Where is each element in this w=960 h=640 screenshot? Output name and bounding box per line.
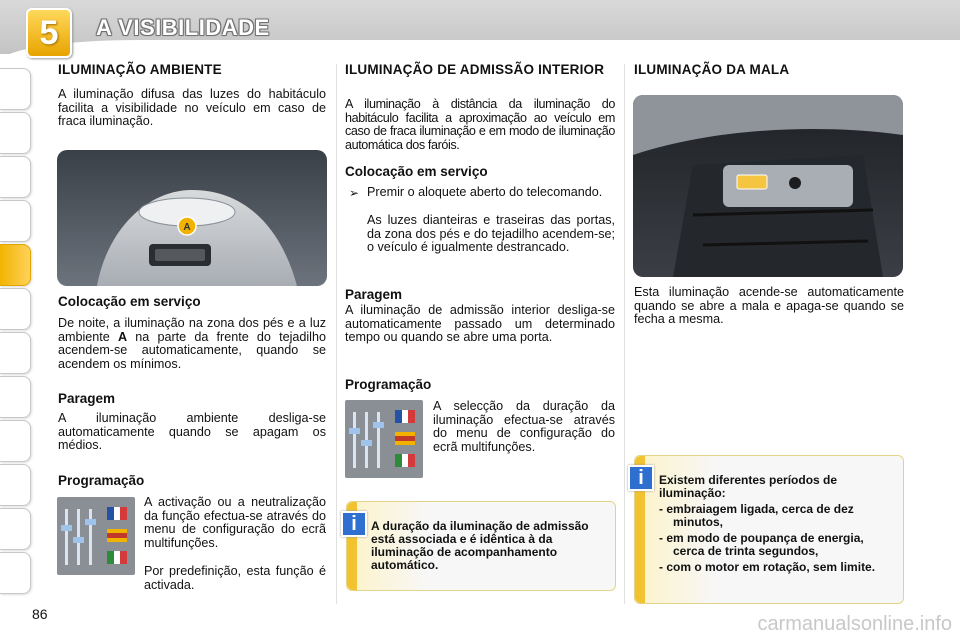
lighting-periods-list (659, 503, 897, 574)
column-divider-1 (336, 64, 337, 604)
col3-info-title: Existem diferentes períodos de iluminação: (659, 473, 838, 500)
ambient-light-photo (57, 150, 327, 286)
trunk-light-photo (633, 95, 903, 277)
chapter-tab-1[interactable] (0, 68, 31, 110)
settings-sliders-icon-2 (345, 400, 423, 478)
col3-text: Esta iluminação acende-se automaticamente quando se abre a mala e apaga-se quando se fecha a mesma. (634, 285, 904, 327)
col1-sec2-text: A iluminação ambiente desliga-se automaticamente quando se apagam os médios. (58, 411, 326, 453)
chapter-tab-7[interactable] (0, 332, 31, 374)
list-item: - em modo de poupança de energia, cerca de trinta segundos, (659, 532, 897, 558)
header-curve (0, 40, 960, 62)
col3-info-content (659, 474, 897, 574)
list-item: - com o motor em rotação, sem limite. (659, 561, 897, 574)
chapter-tab-10[interactable] (0, 464, 31, 506)
col1-sec3-text2: Por predefinição, esta função é activada. (144, 564, 326, 592)
chapter-tab-3[interactable] (0, 156, 31, 198)
col2-sec1-title: Colocação em serviço (345, 164, 488, 179)
col1-sec1-text: De noite, a iluminação na zona dos pés e a luz ambiente A na parte da frente do tejadilho acendem-se automaticamente, quando se acendem os mínimos. (58, 316, 326, 371)
chapter-tab-4[interactable] (0, 200, 31, 242)
arrow-bullet-icon: ➢ (349, 186, 360, 200)
chapter-tab-2[interactable] (0, 112, 31, 154)
page-number: 86 (32, 606, 48, 622)
settings-sliders-icon (57, 497, 135, 575)
list-item: - embraiagem ligada, cerca de dez minutos, (659, 503, 897, 529)
col1-intro: A iluminação difusa das luzes do habitáculo facilita a visibilidade no veículo em caso de fraca iluminação. (58, 87, 326, 129)
col1-sec3-text1: A activação ou a neutralização da função efectua-se através do menu de configuração do ecrã multifunções. (144, 495, 326, 550)
col2-sec3-title: Programação (345, 377, 432, 392)
col1-sec2-title: Paragem (58, 391, 116, 406)
photo-callout-a: A (183, 222, 191, 233)
chapter-tab-8[interactable] (0, 376, 31, 418)
info-icon-2: i (628, 465, 654, 491)
page-title: A VISIBILIDADE (96, 15, 270, 40)
col2-info-text: A duração da iluminação de admissão está associada e é idêntica à da iluminação de acompanhamento automático. (371, 519, 589, 572)
chapter-tab-12[interactable] (0, 552, 31, 594)
info-icon: i (341, 511, 367, 537)
chapter-tab-5-active[interactable] (0, 244, 31, 286)
col2-sec2-text: A iluminação de admissão interior desliga-se automaticamente passado um determinado tempo ou quando se abre uma porta. (345, 303, 615, 345)
chapter-tab-11[interactable] (0, 508, 31, 550)
col2-sec1-bullet: ➢ Premir o aloquete aberto do telecomando. (349, 185, 603, 200)
col2-heading: ILUMINAÇÃO DE ADMISSÃO INTERIOR (345, 62, 605, 77)
col2-sec3-text: A selecção da duração da iluminação efectua-se através do menu de configuração do ecrã multifunções. (433, 399, 615, 454)
col2-intro: A iluminação à distância da iluminação do habitáculo facilita a aproximação ao veículo em caso de fraca iluminação e em modo de iluminação automática dos faróis. (345, 97, 615, 152)
col2-info-box (346, 501, 616, 591)
col2-sec2-title: Paragem (345, 287, 403, 302)
col3-heading: ILUMINAÇÃO DA MALA (634, 62, 790, 77)
watermark: carmanualsonline.info (757, 613, 952, 635)
chapter-tab-6[interactable] (0, 288, 31, 330)
col1-heading: ILUMINAÇÃO AMBIENTE (58, 62, 222, 77)
column-divider-2 (624, 64, 625, 604)
chapter-badge: 5 (26, 8, 72, 58)
chapter-tab-9[interactable] (0, 420, 31, 462)
col2-sec1-text: As luzes dianteiras e traseiras das portas, da zona dos pés e do tejadilho acendem-se; o veículo é igualmente destrancado. (367, 213, 615, 255)
col3-info-box (634, 455, 904, 604)
col1-sec3-title: Programação (58, 473, 145, 488)
col1-sec1-title: Colocação em serviço (58, 294, 201, 309)
